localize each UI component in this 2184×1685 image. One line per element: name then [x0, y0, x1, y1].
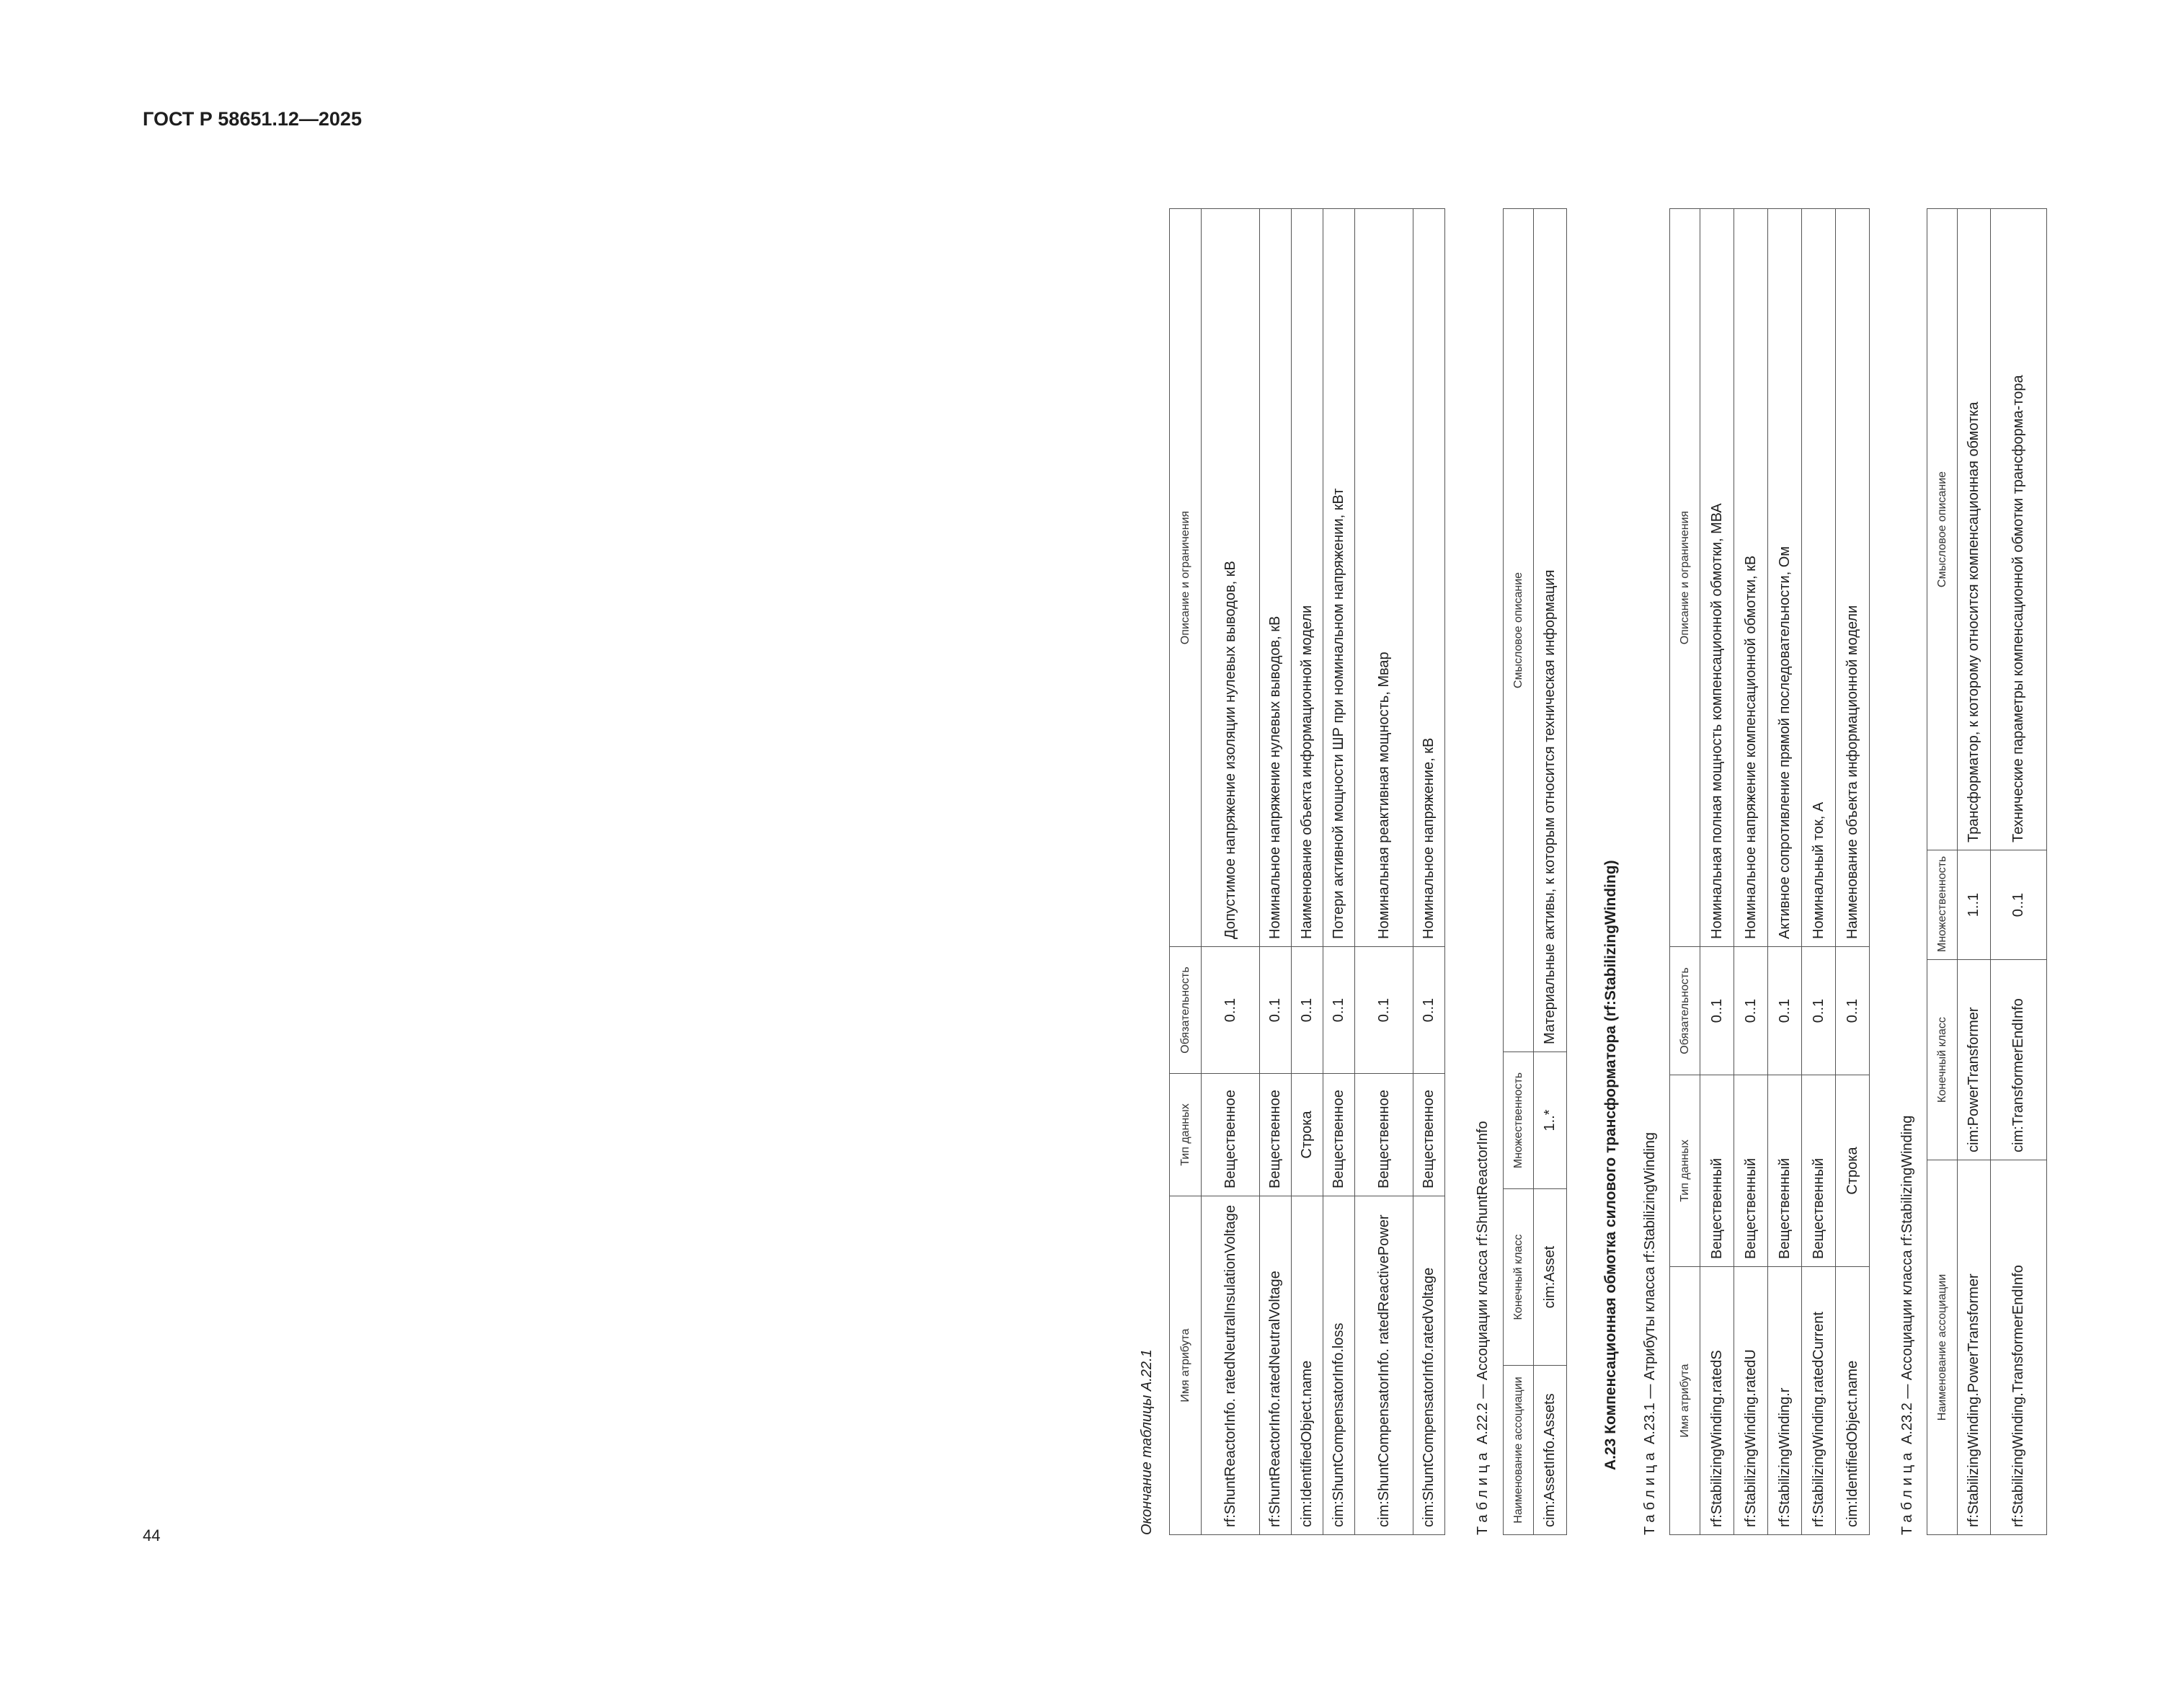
col-header: Конечный класс [1504, 1189, 1534, 1366]
table-a23-1 [1669, 208, 1870, 1535]
cell: 0..1 [1700, 947, 1734, 1075]
col-header: Тип данных [1170, 1074, 1202, 1196]
col-header: Множественность [1927, 850, 1958, 960]
cell: 1..1 [1958, 850, 1991, 960]
cell: Вещественное [1260, 1074, 1292, 1196]
table-row [1802, 209, 1836, 1535]
page-number: 44 [143, 1526, 161, 1544]
cell: Допустимое напряжение изоляции нулевых выводов, кВ [1202, 209, 1260, 947]
table-row [1413, 209, 1445, 1535]
cell: Строка [1836, 1075, 1870, 1267]
col-header: Смысловое описание [1504, 209, 1534, 1052]
col-header: Описание и ограничения [1670, 209, 1700, 947]
cell: 0..1 [1734, 947, 1768, 1075]
cell: 1..* [1534, 1052, 1567, 1189]
cell: rf:StabilizingWinding.ratedU [1734, 1267, 1768, 1535]
col-header: Обязательность [1670, 947, 1700, 1075]
cell: cim:IdentifiedObject.name [1292, 1196, 1323, 1535]
cell: Наименование объекта информационной модели [1836, 209, 1870, 947]
cell: 0..1 [1836, 947, 1870, 1075]
table-row [1355, 209, 1413, 1535]
cell: Активное сопротивление прямой последовательности, Ом [1768, 209, 1802, 947]
col-header: Наименование ассоциации [1504, 1366, 1534, 1535]
cell: 0..1 [1768, 947, 1802, 1075]
cell: Номинальное напряжение нулевых выводов, кВ [1260, 209, 1292, 947]
cell: cim:ShuntCompensatorInfo. ratedReactivePower [1355, 1196, 1413, 1535]
cell: cim:Asset [1534, 1189, 1567, 1366]
cell: rf:StabilizingWinding.PowerTransformer [1958, 1160, 1991, 1535]
cell: rf:StabilizingWinding.r [1768, 1267, 1802, 1535]
cell: cim:ShuntCompensatorInfo.loss [1323, 1196, 1355, 1535]
col-header: Наименование ассоциации [1927, 1160, 1958, 1535]
table-row [1991, 209, 2047, 1535]
cell: rf:StabilizingWinding.ratedS [1700, 1267, 1734, 1535]
cell: 0..1 [1413, 947, 1445, 1074]
cell: Вещественный [1802, 1075, 1836, 1267]
cell: rf:ShuntReactorInfo. ratedNeutralInsulationVoltage [1202, 1196, 1260, 1535]
section-title: А.23 Компенсационная обмотка силового трансформатора (rf:StabilizingWinding) [1602, 860, 1619, 1470]
table-a23-2 [1927, 208, 2047, 1535]
table-row [1202, 209, 1260, 1535]
cell: 0..1 [1323, 947, 1355, 1074]
cell: cim:PowerTransformer [1958, 960, 1991, 1160]
col-header: Тип данных [1670, 1075, 1700, 1267]
cell: Потери активной мощности ШР при номинальном напряжении, кВт [1323, 209, 1355, 947]
cell: Трансформатор, к которому относится компенсационная обмотка [1958, 209, 1991, 850]
table-row [1260, 209, 1292, 1535]
table-row [1534, 209, 1567, 1535]
table-a22-1 [1169, 208, 1445, 1535]
cell: Вещественное [1355, 1074, 1413, 1196]
cell: 0..1 [1991, 850, 2047, 960]
cell: Вещественное [1323, 1074, 1355, 1196]
table-a22-2-caption: Таблица А.22.2 — Ассоциации класса rf:ShuntReactorInfo [1475, 1121, 1491, 1535]
cell: Вещественное [1202, 1074, 1260, 1196]
cell: Номинальная полная мощность компенсационной обмотки, МВА [1700, 209, 1734, 947]
cell: 0..1 [1202, 947, 1260, 1074]
col-header: Обязательность [1170, 947, 1202, 1074]
col-header: Описание и ограничения [1170, 209, 1202, 947]
col-header: Имя атрибута [1170, 1196, 1202, 1535]
cell: Номинальная реактивная мощность, Мвар [1355, 209, 1413, 947]
cell: rf:StabilizingWinding.ratedCurrent [1802, 1267, 1836, 1535]
cell: Наименование объекта информационной модели [1292, 209, 1323, 947]
table-a23-1-caption: Таблица А.23.1 — Атрибуты класса rf:StabilizingWinding [1642, 1132, 1658, 1535]
cell: 0..1 [1260, 947, 1292, 1074]
cell: Вещественное [1413, 1074, 1445, 1196]
table-row [1734, 209, 1768, 1535]
table-a22-2 [1503, 208, 1567, 1535]
cell: Вещественный [1734, 1075, 1768, 1267]
table-row [1768, 209, 1802, 1535]
cell: 0..1 [1292, 947, 1323, 1074]
table-row [1292, 209, 1323, 1535]
cell: 0..1 [1802, 947, 1836, 1075]
continuation-caption: Окончание таблицы А.22.1 [1139, 1349, 1155, 1535]
cell: cim:AssetInfo.Assets [1534, 1366, 1567, 1535]
table-a23-2-caption: Таблица А.23.2 — Ассоциации класса rf:StabilizingWinding [1899, 1115, 1915, 1535]
col-header: Смысловое описание [1927, 209, 1958, 850]
cell: Номинальное напряжение, кВ [1413, 209, 1445, 947]
cell: Строка [1292, 1074, 1323, 1196]
col-header: Конечный класс [1927, 960, 1958, 1160]
cell: Материальные активы, к которым относится техническая информация [1534, 209, 1567, 1052]
cell: Номинальный ток, А [1802, 209, 1836, 947]
table-row [1323, 209, 1355, 1535]
document-header: ГОСТ Р 58651.12—2025 [143, 108, 362, 130]
cell: Вещественный [1768, 1075, 1802, 1267]
cell: 0..1 [1355, 947, 1413, 1074]
table-row [1700, 209, 1734, 1535]
cell: Технические параметры компенсационной обмотки трансформа-тора [1991, 209, 2047, 850]
cell: cim:ShuntCompensatorInfo.ratedVoltage [1413, 1196, 1445, 1535]
table-row [1836, 209, 1870, 1535]
cell: rf:ShuntReactorInfo.ratedNeutralVoltage [1260, 1196, 1292, 1535]
cell: Вещественный [1700, 1075, 1734, 1267]
cell: cim:TransformerEndInfo [1991, 960, 2047, 1160]
cell: Номинальное напряжение компенсационной обмотки, кВ [1734, 209, 1768, 947]
col-header: Имя атрибута [1670, 1267, 1700, 1535]
col-header: Множественность [1504, 1052, 1534, 1189]
cell: cim:IdentifiedObject.name [1836, 1267, 1870, 1535]
table-row [1958, 209, 1991, 1535]
cell: rf:StabilizingWinding.TransformerEndInfo [1991, 1160, 2047, 1535]
rotated-content [1139, 115, 2184, 1542]
